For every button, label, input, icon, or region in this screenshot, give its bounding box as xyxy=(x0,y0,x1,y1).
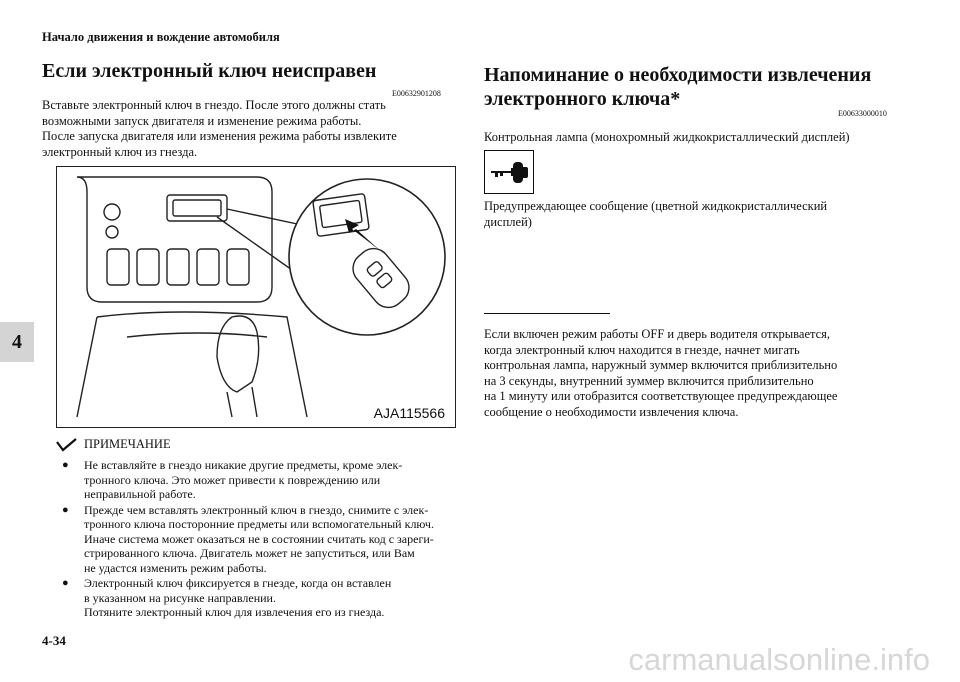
text-line: Электронный ключ фиксируется в гнезде, когда он вставлен xyxy=(84,576,392,590)
text-line: на 1 минуту или отобразится соответствующее предупреждающее xyxy=(484,389,838,403)
console-drawing xyxy=(57,167,455,427)
section-code-right: E00633000010 xyxy=(838,109,887,118)
lamp-caption: Контрольная лампа (монохромный жидкокристаллический дисплей) xyxy=(484,130,850,144)
text-line: на 3 секунды, внутренний зуммер включится приблизительно xyxy=(484,373,814,388)
footnote-divider xyxy=(484,313,610,314)
watermark: carmanualsonline.info xyxy=(628,642,930,677)
heading-line: Напоминание о необходимости извлечения xyxy=(484,64,872,86)
bullet-icon: ● xyxy=(62,459,69,471)
text-line: стрированного ключа. Двигатель может не запуститься, или Вам xyxy=(84,546,415,560)
text-line: Не вставляйте в гнездо никакие другие предметы, кроме элек- xyxy=(84,458,403,472)
message-caption xyxy=(484,199,884,230)
text-line: электронный ключ из гнезда. xyxy=(42,144,198,159)
text-line: в указанном на рисунке направлении. xyxy=(84,590,276,605)
bullet-icon: ● xyxy=(62,577,69,589)
text-line: Прежде чем вставлять электронный ключ в гнездо, снимите с элек- xyxy=(84,502,429,517)
chapter-tab: 4 xyxy=(0,322,34,362)
heading-line: электронного ключа* xyxy=(484,88,681,110)
text-line: не удастся изменить режим работы. xyxy=(84,560,267,575)
text-line: тронного ключа. Это может привести к повреждению или xyxy=(84,472,381,487)
note-list xyxy=(62,458,462,621)
left-body-text xyxy=(42,98,462,160)
note-item xyxy=(62,576,462,620)
text-line: Предупреждающее сообщение (цветной жидкокристаллический xyxy=(484,199,828,213)
section-heading-left: Если электронный ключ неисправен xyxy=(42,60,377,82)
zoom-circle xyxy=(289,179,445,335)
text-line: Иначе система может оказаться не в состоянии считать код с зареги- xyxy=(84,531,434,546)
dashboard-panel xyxy=(77,177,272,302)
bullet-icon: ● xyxy=(62,503,69,516)
note-icon xyxy=(56,438,78,452)
key-slot-illustration xyxy=(56,166,456,428)
note-header xyxy=(56,437,171,452)
note-item xyxy=(62,458,462,502)
text-line: возможными запуск двигателя и изменение режима работы. xyxy=(42,113,362,128)
figure-label: AJA115566 xyxy=(373,405,445,421)
right-body-text xyxy=(484,327,904,420)
section-heading-right xyxy=(484,63,904,111)
key-warning-lamp xyxy=(484,150,534,194)
text-line: контрольная лампа, наружный зуммер включится приблизительно xyxy=(484,358,838,372)
text-line: Потяните электронный ключ для извлечения его из гнезда. xyxy=(84,605,385,619)
section-code-left: E00632901208 xyxy=(392,89,441,98)
note-title: ПРИМЕЧАНИЕ xyxy=(84,437,171,451)
text-line: После запуска двигателя или изменения режима работы извлеките xyxy=(42,129,397,143)
gear-lever xyxy=(217,316,259,392)
running-header: Начало движения и вождение автомобиля xyxy=(42,30,280,44)
text-line: когда электронный ключ находится в гнезде, начнет мигать xyxy=(484,342,800,357)
key-reminder-icon xyxy=(485,151,533,193)
note-item xyxy=(62,503,462,576)
text-line: неправильной работе. xyxy=(84,487,196,501)
text-line: Если включен режим работы OFF и дверь водителя открывается, xyxy=(484,327,831,341)
text-line: Вставьте электронный ключ в гнездо. После этого должны стать xyxy=(42,98,386,112)
page-number: 4-34 xyxy=(42,633,66,648)
text-line: тронного ключа посторонние предметы или вспомогательный ключ. xyxy=(84,517,434,531)
text-line: дисплей) xyxy=(484,214,532,229)
text-line: сообщение о необходимости извлечения ключа. xyxy=(484,404,739,419)
